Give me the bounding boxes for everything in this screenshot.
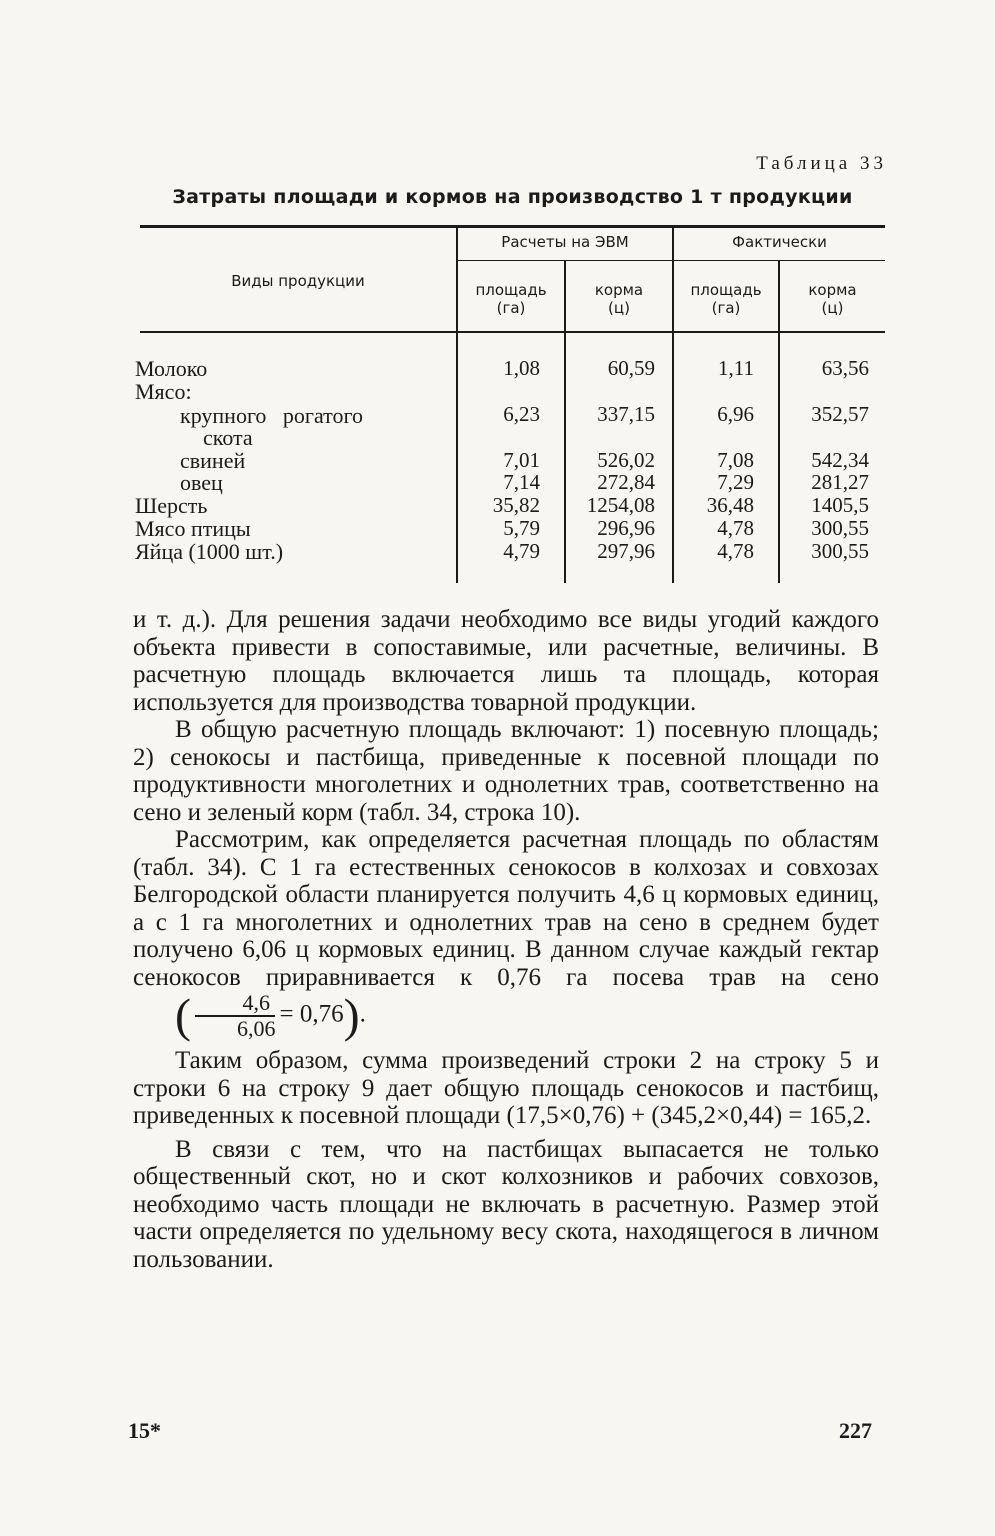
cell-calc-area: 1,08 xyxy=(503,356,540,380)
cell-actual-area: 4,78 xyxy=(717,516,754,540)
formula-result: = 0,76 xyxy=(279,1000,344,1028)
header-feed-label: корма xyxy=(594,281,644,299)
paren-right: ) xyxy=(343,989,360,1043)
header-calc-feed xyxy=(566,281,672,317)
paragraph-end: . xyxy=(359,1000,366,1028)
cell-actual-feed: 1405,5 xyxy=(811,493,869,517)
cell-actual-feed: 352,57 xyxy=(811,402,869,426)
header-feed-unit: (ц) xyxy=(821,299,844,317)
header-feed-unit: (ц) xyxy=(608,299,630,317)
signature-mark: 15* xyxy=(128,1418,161,1443)
cell-calc-feed: 1254,08 xyxy=(586,493,655,517)
cell-actual-area: 7,29 xyxy=(717,470,754,494)
header-area-label: площадь xyxy=(475,281,547,299)
cell-calc-area: 7,14 xyxy=(503,470,540,494)
header-area-unit: (га) xyxy=(711,299,741,317)
table-header-rule xyxy=(140,331,885,333)
row-label-meat: Мясо: xyxy=(135,379,192,404)
cell-calc-area: 5,79 xyxy=(503,516,540,540)
header-area-label: площадь xyxy=(690,281,762,299)
row-label-cattle: крупного рогатого xyxy=(180,403,363,428)
header-area-unit: (га) xyxy=(496,299,526,317)
row-label-eggs: Яйца (1000 шт.) xyxy=(135,539,284,564)
table-top-rule xyxy=(140,225,885,228)
table-label: Таблица 33 xyxy=(756,153,887,174)
header-product-types: Виды продукции xyxy=(231,272,365,290)
row-label-sheep: овец xyxy=(180,470,223,495)
cell-actual-area: 6,96 xyxy=(717,402,754,426)
cell-calc-feed: 526,02 xyxy=(597,448,655,472)
cell-actual-feed: 300,55 xyxy=(811,539,869,563)
cell-calc-area: 4,79 xyxy=(503,539,540,563)
paragraph: и т. д.). Для решения задачи необходимо все виды угодий каждого объекта привести в сопоставимые, или расчетные, величины. В расчетную площадь включается лишь та площадь, которая используется для производства товарной продукции. xyxy=(133,606,879,716)
cell-actual-area: 4,78 xyxy=(717,539,754,563)
cell-actual-feed: 281,27 xyxy=(811,470,869,494)
header-group-computer: Расчеты на ЭВМ xyxy=(501,233,629,251)
fraction-denominator: 6,06 xyxy=(236,1016,276,1041)
paragraph: В общую расчетную площадь включают: 1) посевную площадь; 2) сенокосы и пастбища, приведенные к посевной площади по продуктивности многолетних и однолетних трав, соответственно на сено и зеленый корм (табл. 34, строка 10). xyxy=(133,716,879,826)
paragraph: В связи с тем, что на пастбищах выпасается не только общественный скот, но и скот колхозников и рабочих совхозов, необходимо часть площади не включать в расчетную. Размер этой части определяется по удельному весу скота, находящегося в личном пользовании. xyxy=(133,1135,879,1273)
header-actual-area xyxy=(674,281,778,317)
cell-calc-feed: 272,84 xyxy=(597,470,655,494)
cell-actual-feed: 63,56 xyxy=(821,356,869,380)
row-label-pigs: свиней xyxy=(180,448,246,473)
row-label-wool: Шерсть xyxy=(135,493,208,518)
cell-actual-area: 7,08 xyxy=(717,448,754,472)
row-label-poultry: Мясо птицы xyxy=(135,516,251,541)
row-label-cattle-cont: скота xyxy=(203,425,253,450)
formula xyxy=(133,991,360,1041)
cell-calc-area: 6,23 xyxy=(503,402,540,426)
body-text xyxy=(133,606,879,1273)
header-actual-feed xyxy=(780,281,885,317)
header-group-actual: Фактически xyxy=(732,233,827,251)
cell-calc-feed: 297,96 xyxy=(597,539,655,563)
cell-actual-area: 1,11 xyxy=(718,356,754,380)
header-feed-label: корма xyxy=(808,281,857,299)
cell-calc-feed: 296,96 xyxy=(597,516,655,540)
cell-calc-area: 7,01 xyxy=(503,448,540,472)
paren-left: ( xyxy=(175,989,191,1043)
header-calc-area xyxy=(458,281,564,317)
fraction xyxy=(195,991,276,1041)
cell-actual-feed: 542,34 xyxy=(811,448,869,472)
cell-calc-feed: 337,15 xyxy=(597,402,655,426)
row-label-milk: Молоко xyxy=(135,356,208,381)
paragraph: Таким образом, сумма произведений строки 2 на строку 5 и строки 6 на строку 9 дает общую площадь сенокосов и пастбищ, приведенных к посевной площади (17,5×0,76) + (345,2×0,44) = 165,2. xyxy=(133,1047,879,1129)
fraction-numerator: 4,6 xyxy=(195,991,276,1017)
paragraph-text: Рассмотрим, как определяется расчетная площадь по областям (табл. 34). С 1 га естественных сенокосов в колхозах и совхозах Белгородской области планируется получить 4,6 ц кормовых единиц, а с 1 га многолетних и однолетних трав на сено в среднем будет получено 6,06 ц кормовых единиц. В данном случае каждый гектар сенокосов приравнивается к 0,76 га посева трав на сено xyxy=(133,826,879,991)
cell-actual-feed: 300,55 xyxy=(811,516,869,540)
cell-calc-feed: 60,59 xyxy=(607,356,655,380)
cell-actual-area: 36,48 xyxy=(706,493,754,517)
table-title: Затраты площади и кормов на производство 1 т продукции xyxy=(172,186,853,208)
paragraph xyxy=(133,826,879,1041)
cell-calc-area: 35,82 xyxy=(492,493,540,517)
page-number: 227 xyxy=(839,1418,872,1443)
